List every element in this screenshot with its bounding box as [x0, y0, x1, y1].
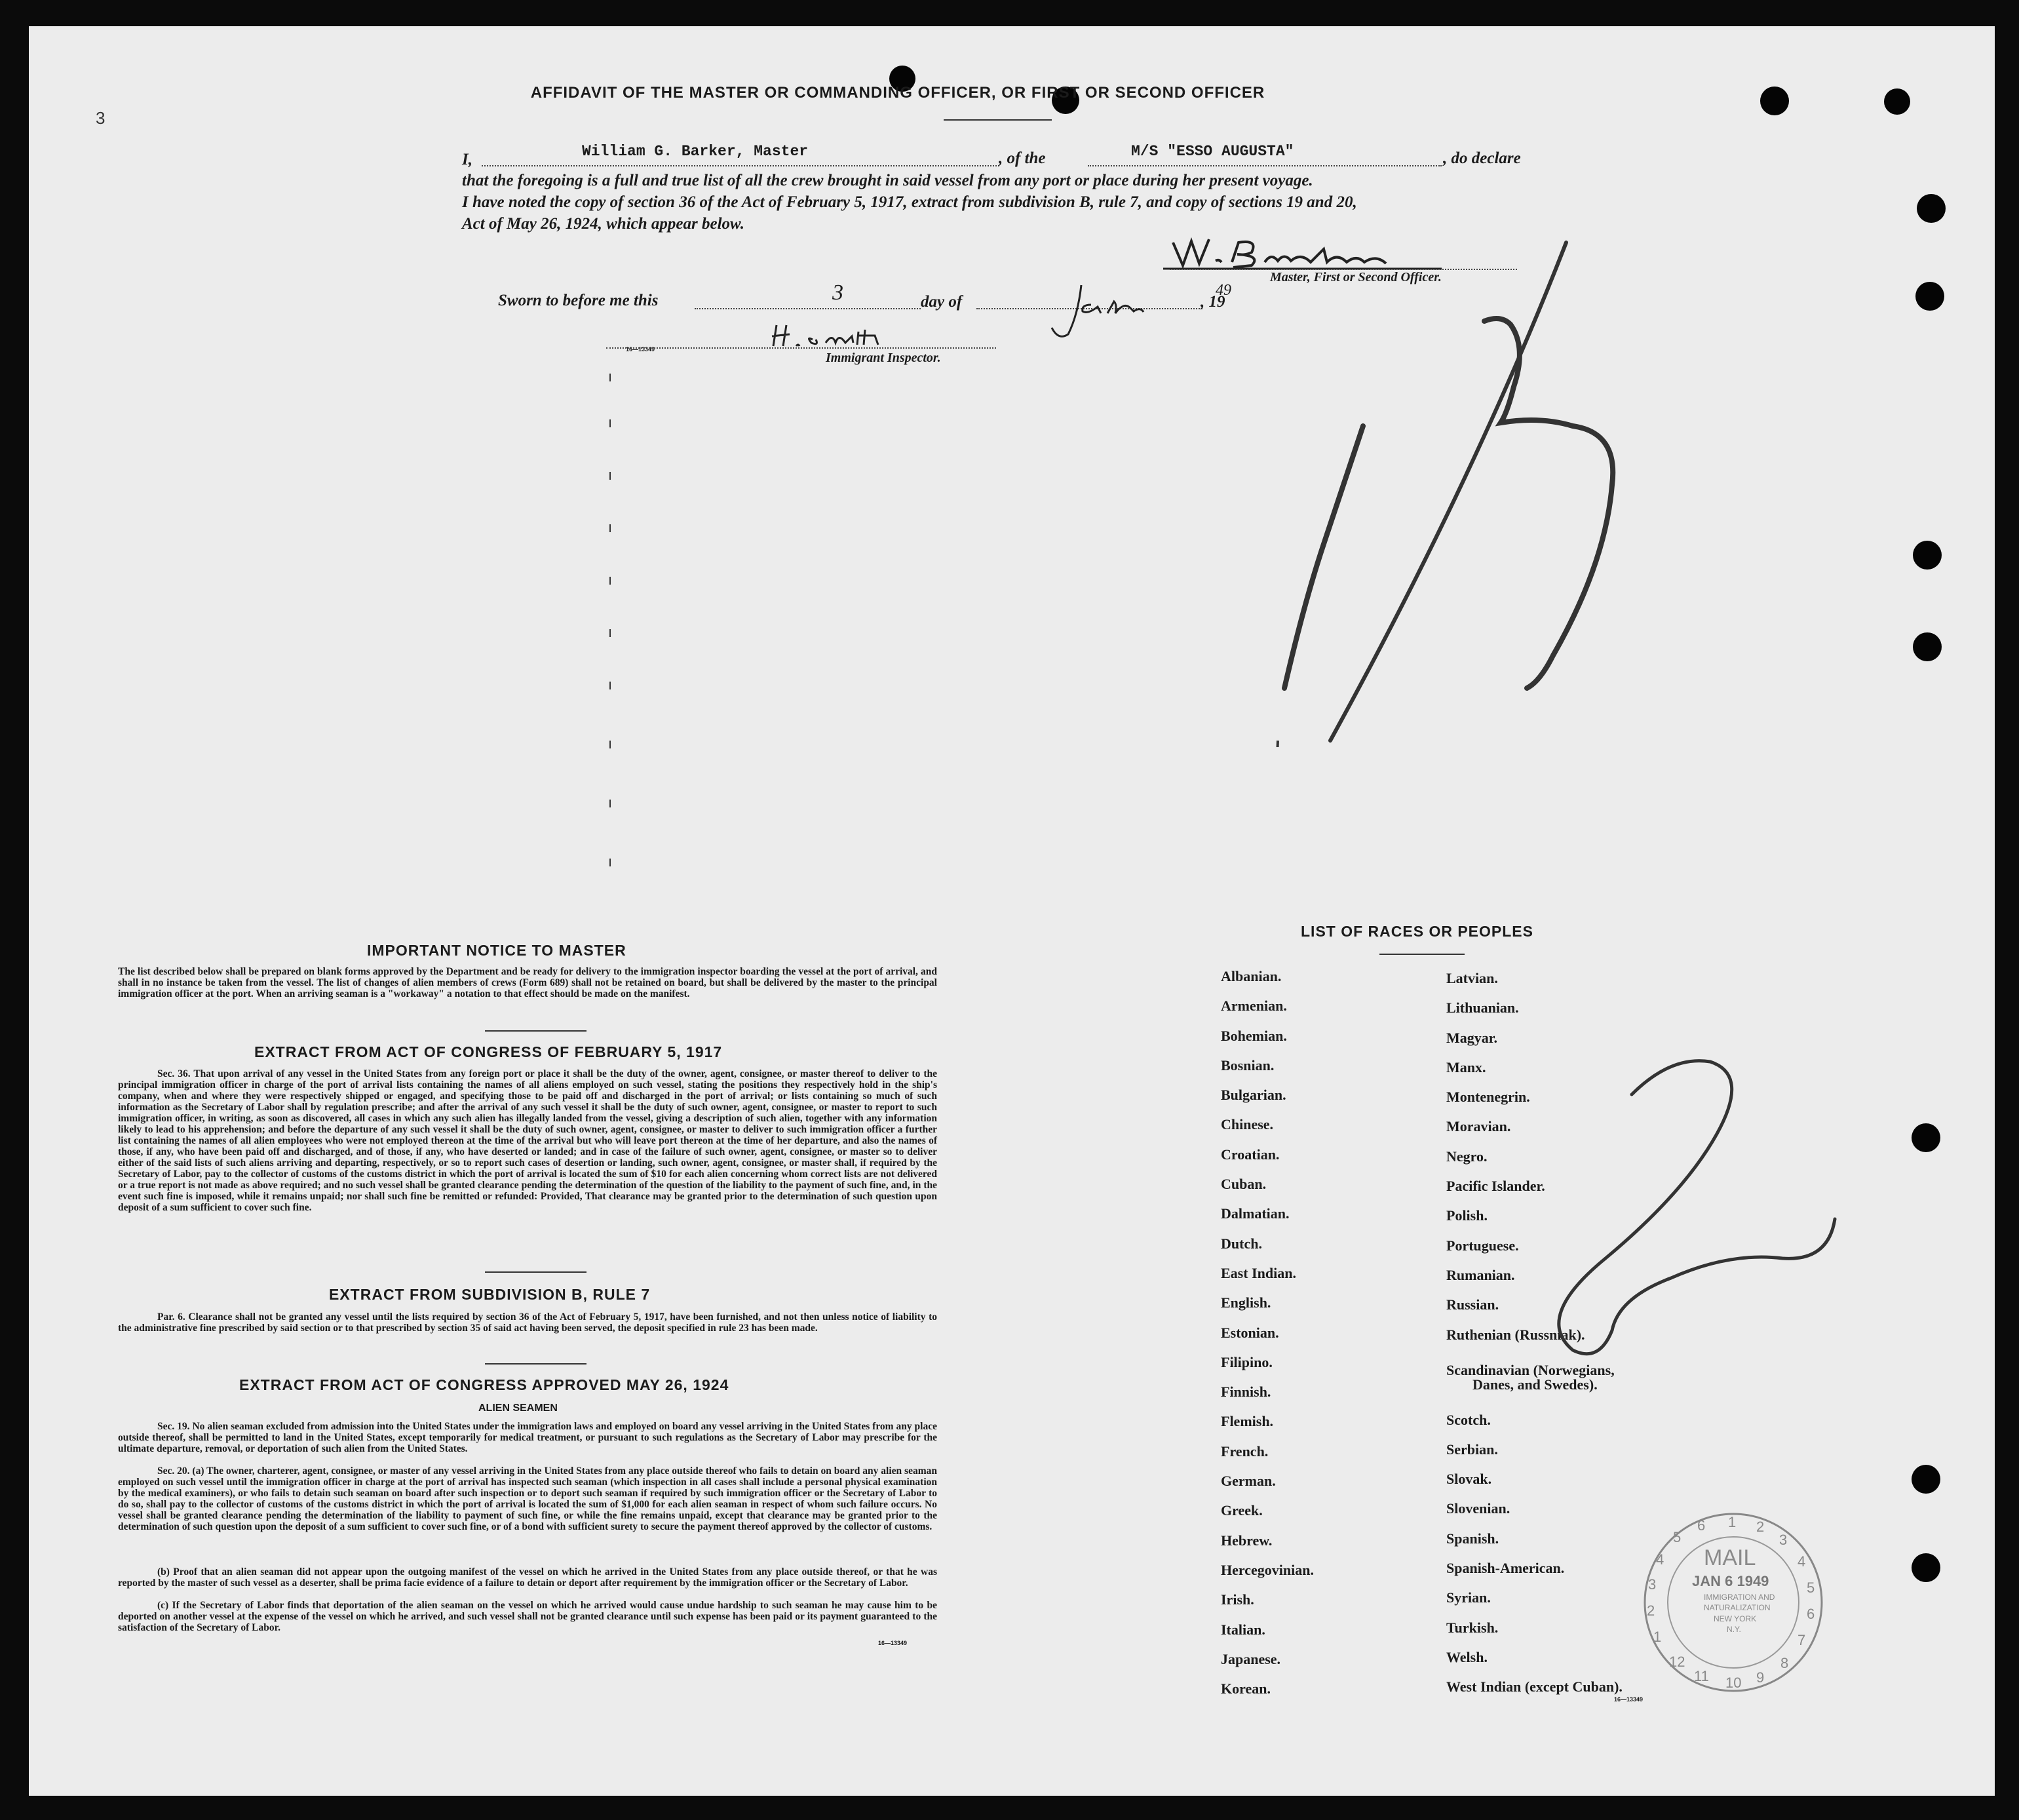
divider — [485, 1030, 586, 1032]
ledger-tick — [609, 859, 611, 866]
svg-text:5: 5 — [1673, 1529, 1682, 1545]
svg-text:4: 4 — [1656, 1551, 1664, 1568]
race-item: Rumanian. — [1446, 1266, 1515, 1283]
vessel-name: M/S "ESSO AUGUSTA" — [1131, 143, 1294, 160]
inspector-caption: Immigrant Inspector. — [826, 351, 941, 365]
svg-text:3: 3 — [1648, 1576, 1657, 1593]
punch-hole — [1913, 541, 1942, 570]
race-item: German. — [1221, 1473, 1276, 1490]
race-item: Croatian. — [1221, 1146, 1280, 1163]
divider — [485, 1363, 586, 1365]
svg-text:6: 6 — [1697, 1517, 1706, 1534]
extract3-sec20c: (c) If the Secretary of Labor finds that deportation of the alien seaman on the vessel on which he arrived would cause undue hardship to such seaman he may cause him to be deported on another vessel at the expense of the vessel on which he arrived, and such vessel shall not be granted clearance until such expense has been paid or its payment guaranteed to the satisfaction of the Secretary of Labor. — [118, 1600, 937, 1633]
notice-title: IMPORTANT NOTICE TO MASTER — [367, 942, 626, 959]
handwritten-two — [1520, 1042, 1861, 1370]
svg-text:1: 1 — [1653, 1629, 1662, 1645]
punch-hole — [1884, 88, 1910, 115]
declaration-line-2: that the foregoing is a full and true list of all the crew brought in said vessel from any port or place during her present voyage. — [462, 172, 1313, 189]
extract3-title: EXTRACT FROM ACT OF CONGRESS APPROVED MAY 26, 1924 — [239, 1376, 729, 1393]
ledger-tick — [609, 419, 611, 427]
race-item: Irish. — [1221, 1591, 1254, 1608]
race-item: Pacific Islander. — [1446, 1178, 1545, 1195]
extract3-sec20b: (b) Proof that an alien seaman did not appear upon the outgoing manifest of the vessel on which he arrived in the United States from any place outside thereof, or that he was reported by the master of such vessel as a deserter, shall be prima facie evidence of a failure to detain or deport after requirement by the immigration officer or the Secretary of Labor. — [118, 1566, 937, 1589]
ledger-tick — [609, 629, 611, 637]
svg-text:11: 11 — [1694, 1668, 1709, 1684]
race-item: Scotch. — [1446, 1411, 1491, 1428]
race-item: Spanish-American. — [1446, 1560, 1565, 1577]
race-item: East Indian. — [1221, 1264, 1296, 1281]
divider — [944, 119, 1052, 121]
svg-text:5: 5 — [1807, 1579, 1815, 1596]
sworn-label: Sworn to before me this — [498, 292, 659, 309]
race-item: Slovak. — [1446, 1471, 1492, 1488]
master-name: William G. Barker, Master — [582, 143, 809, 160]
race-item: Welsh. — [1446, 1648, 1488, 1665]
race-item: Italian. — [1221, 1621, 1265, 1638]
race-item: Ruthenian (Russniak). — [1446, 1326, 1585, 1343]
day-dotted-line — [695, 308, 921, 309]
stamp-line-mail: MAIL — [1704, 1545, 1756, 1570]
extract3-subtitle: ALIEN SEAMEN — [478, 1403, 558, 1414]
year-value: 49 — [1216, 282, 1231, 299]
races-left-column — [1221, 968, 1314, 1710]
race-item: Armenian. — [1221, 997, 1287, 1015]
race-item: Hebrew. — [1221, 1532, 1273, 1549]
svg-text:3: 3 — [1779, 1532, 1788, 1548]
affidavit-title: AFFIDAVIT OF THE MASTER OR COMMANDING OFFICER, OR FIRST OR SECOND OFFICER — [530, 84, 1265, 102]
race-item: Dutch. — [1221, 1235, 1262, 1252]
ledger-tick — [609, 472, 611, 480]
do-declare-label: , do declare — [1443, 149, 1521, 167]
corner-mark: 3 — [96, 108, 106, 128]
race-item-continuation: Danes, and Swedes). — [1472, 1376, 1598, 1393]
race-item: Japanese. — [1221, 1650, 1281, 1667]
races-title: LIST OF RACES OR PEOPLES — [1301, 923, 1533, 940]
svg-text:10: 10 — [1725, 1675, 1742, 1691]
race-item: Dalmatian. — [1221, 1205, 1290, 1222]
race-item: Polish. — [1446, 1207, 1488, 1224]
extract3-sec20a: Sec. 20. (a) The owner, charterer, agent, consignee, or master of any vessel arriving in the United States from any place outside thereof who fails to detain on board any alien seaman employed on such vessel until the immigration officer in charge at the port of arrival has inspected such seaman (which inspection in all cases shall include a personal physical examination by the medical examiners), or who fails to detain such seaman on board after such inspection or to deport such seaman if required by such immigration officer or the Secretary of Labor to do so, shall pay to the collector of customs of the customs district in which the port of arrival is located the sum of $1,000 for each alien seaman in respect of whom such failure occurs. No vessel shall be granted clearance pending the determination of the liability to payment of such fine, or while the fine remains unpaid, except that clearance may be granted prior to the determination of such question upon the deposit of a sum sufficient to cover such fine, or of a bond with sufficient surety to secure the payment thereof approved by the collector of customs. — [118, 1465, 937, 1532]
form-code-top: 16—13349 — [626, 346, 655, 353]
race-item: Montenegrin. — [1446, 1089, 1530, 1106]
race-item: Moravian. — [1446, 1118, 1511, 1135]
day-of-label: day of — [921, 293, 963, 311]
notice-body: The list described below shall be prepared on blank forms approved by the Department and be ready for delivery to the immigration inspector boarding the vessel at the port of arrival, and shall in no instance be taken from the vessel. The list of changes of alien members of crews (Form 689) shall not be retained on board, but shall be delivered by the master to the principal immigration officer at the port. When an arriving seaman is a "workaway" a notation to that effect should be made on the manifest. — [118, 966, 937, 999]
stamp-line-agency: IMMIGRATION AND — [1704, 1593, 1775, 1602]
ledger-tick — [609, 800, 611, 807]
of-the-label: , of the — [999, 149, 1046, 167]
punch-hole — [1912, 1465, 1940, 1494]
declaration-line-4: Act of May 26, 1924, which appear below. — [462, 215, 745, 233]
signature-caption: Master, First or Second Officer. — [1270, 270, 1442, 284]
extract2-body: Par. 6. Clearance shall not be granted any vessel until the lists required by section 36 of the Act of February 5, 1917, have been furnished, and not then unless notice of liability to the administrative fine prescribed by said section or to that prescribed by section 35 of said act having been served, the deposit specified in rule 23 has been made. — [118, 1311, 937, 1334]
race-item: Greek. — [1221, 1502, 1263, 1519]
stamp-line-date: JAN 6 1949 — [1692, 1573, 1769, 1589]
declaration-line-3: I have noted the copy of section 36 of the Act of February 5, 1917, extract from subdivision B, rule 7, and copy of sections 19 and 20, — [462, 193, 1357, 211]
race-item: Albanian. — [1221, 968, 1282, 984]
year-prefix: , 19 — [1201, 293, 1225, 311]
race-item: Cuban. — [1221, 1176, 1267, 1193]
svg-text:2: 2 — [1756, 1519, 1765, 1535]
extract1-title: EXTRACT FROM ACT OF CONGRESS OF FEBRUARY 5, 1917 — [254, 1043, 723, 1060]
race-item: Serbian. — [1446, 1441, 1498, 1458]
race-item: Syrian. — [1446, 1589, 1491, 1606]
race-item: Bosnian. — [1221, 1056, 1275, 1074]
race-item: French. — [1221, 1442, 1269, 1460]
race-item: Estonian. — [1221, 1324, 1279, 1341]
ledger-tick — [609, 577, 611, 585]
race-item: West Indian (except Cuban). — [1446, 1678, 1623, 1695]
i-label: I, — [462, 151, 472, 168]
svg-text:4: 4 — [1798, 1553, 1806, 1570]
inspector-dotted-line — [606, 347, 996, 349]
stamp-line-state: N.Y. — [1727, 1625, 1741, 1634]
day-value: 3 — [832, 281, 843, 305]
punch-hole — [1912, 1123, 1940, 1152]
svg-text:9: 9 — [1756, 1669, 1765, 1686]
race-item: Turkish. — [1446, 1619, 1499, 1636]
extract2-title: EXTRACT FROM SUBDIVISION B, RULE 7 — [329, 1286, 651, 1303]
race-item: Russian. — [1446, 1296, 1499, 1313]
form-code-left: 16—13349 — [878, 1640, 908, 1646]
svg-text:1: 1 — [1728, 1514, 1737, 1530]
divider — [485, 1271, 586, 1273]
race-item: Negro. — [1446, 1148, 1488, 1165]
mail-stamp — [1635, 1504, 1832, 1701]
month-handwriting — [1042, 269, 1173, 347]
extract3-sec19: Sec. 19. No alien seaman excluded from admission into the United States under the immigration laws and employed on board any vessel arriving in the United States from any place outside thereof, shall be permitted to land in the United States, except temporarily for medical treatment, or pursuant to such regulations as the Secretary of Labor may prescribe for the ultimate departure, removal, or deportation of such alien from the United States. — [118, 1421, 937, 1454]
race-item: Hercegovinian. — [1221, 1561, 1314, 1578]
race-item: English. — [1221, 1294, 1271, 1311]
punch-hole — [1917, 194, 1946, 223]
ledger-tick — [609, 374, 611, 381]
race-item: Latvian. — [1446, 970, 1498, 986]
race-item: Bulgarian. — [1221, 1087, 1286, 1104]
race-item: Slovenian. — [1446, 1500, 1510, 1517]
race-item: Scandinavian (Norwegians, — [1446, 1361, 1615, 1378]
svg-text:2: 2 — [1647, 1602, 1655, 1619]
race-item: Flemish. — [1221, 1413, 1274, 1430]
form-code-right: 16—13349 — [1614, 1696, 1644, 1703]
race-item: Finnish. — [1221, 1384, 1271, 1401]
svg-text:6: 6 — [1807, 1606, 1815, 1622]
extract1-body: Sec. 36. That upon arrival of any vessel in the United States from any foreign port or place it shall be the duty of the owner, agent, consignee, or master thereof to deliver to the principal immigration officer in charge of the port of arrival lists containing the names of all aliens employed on such vessel, stating the positions they respectively hold in the ship's company, when and where they were respectively shipped or engaged, and specifying those to be paid off and discharged in the port of arrival; or lists containing so much of such information as the Secretary of Labor shall by regulation prescribe; and after the arrival of any such vessel it shall be the duty of such owner, agent, consignee, or master to report to such immigration officer, in writing, as soon as discovered, all cases in which any such alien has illegally landed from the vessel, giving a description of such alien, together with any information likely to lead to his apprehension; and before the departure of any such vessel it shall be the duty of such owner, agent, consignee, or master to deliver to such immigration officer a further list containing the names of all alien employees who were not employed thereon at the time of the arrival but who will leave port thereon at the time of her departure, and also the names of those, if any, who have been paid off and discharged, and of those, if any, who have deserted or landed; and in case of the failure of such owner, agent, consignee, or master so to deliver either of the said lists of such aliens arriving and departing, respectively, or so to report such cases of desertion or landing, such owner, agent, consignee, or master shall, if required by the Secretary of Labor, pay to the collector of customs of the customs district in which the port of arrival is located the sum of $10 for each alien concerning whom correct lists are not delivered or a true report is not made as above required; and no such vessel shall be granted clearance pending the determination of the question of the liability to the payment of such fine, and, in the event such fine is imposed, while it remains unpaid; nor shall such fine be remitted or refunded: Provided, That clearance may be granted prior to the determination of such question upon deposit of a sum sufficient to cover such fine. — [118, 1068, 937, 1213]
handwritten-page-number — [1212, 236, 1756, 747]
race-item: Manx. — [1446, 1058, 1486, 1075]
divider — [1379, 954, 1465, 955]
race-item: Magyar. — [1446, 1029, 1498, 1046]
race-item: Korean. — [1221, 1680, 1271, 1697]
race-item: Filipino. — [1221, 1353, 1273, 1370]
ledger-tick — [609, 524, 611, 532]
punch-hole — [1912, 1553, 1940, 1582]
punch-hole — [1913, 632, 1942, 661]
race-item: Chinese. — [1221, 1116, 1274, 1133]
race-item: Lithuanian. — [1446, 999, 1519, 1016]
race-item: Spanish. — [1446, 1530, 1499, 1547]
race-item: Bohemian. — [1221, 1027, 1287, 1044]
vessel-dotted-line — [1088, 165, 1442, 166]
race-item: Portuguese. — [1446, 1237, 1519, 1254]
svg-text:8: 8 — [1780, 1655, 1789, 1671]
ledger-tick — [609, 741, 611, 748]
ledger-tick — [609, 682, 611, 689]
stamp-line-agency-2: NATURALIZATION — [1704, 1603, 1771, 1612]
svg-text:7: 7 — [1798, 1632, 1806, 1648]
punch-hole — [1915, 282, 1944, 311]
stamp-line-city: NEW YORK — [1714, 1614, 1757, 1623]
name-dotted-line — [482, 165, 999, 166]
svg-text:12: 12 — [1669, 1654, 1685, 1670]
